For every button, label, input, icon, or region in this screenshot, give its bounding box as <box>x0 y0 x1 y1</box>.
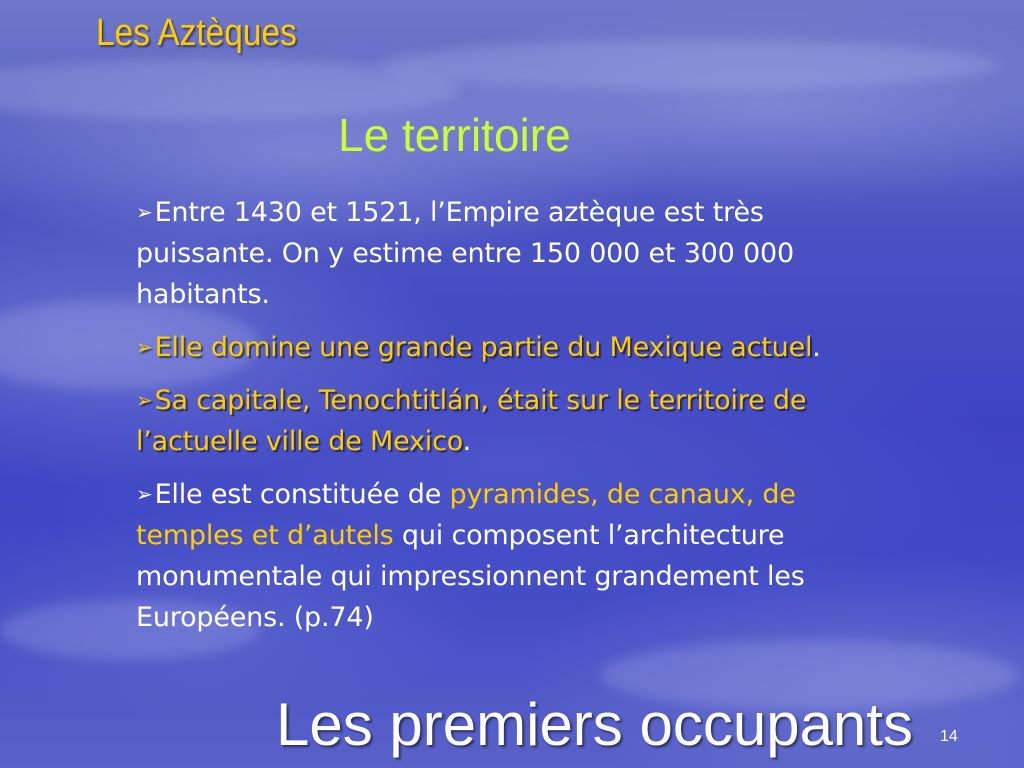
bullet-item <box>136 380 896 462</box>
arrow-bullet-icon: ➢ <box>136 388 153 412</box>
slide-footer-title: Les premiers occupants <box>276 691 913 758</box>
bullet-item <box>136 327 896 368</box>
bullet-trailing-punctuation: . <box>462 426 471 457</box>
bullet-text: Entre 1430 et 1521, l’Empire aztèque est très puissante. On y estime entre 150 000 et 300 000 habitants. <box>136 197 794 310</box>
slide-section-title: Les Aztèques <box>96 12 297 54</box>
arrow-bullet-icon: ➢ <box>136 482 153 506</box>
arrow-bullet-icon: ➢ <box>136 200 153 224</box>
page-number: 14 <box>940 728 958 745</box>
bullet-trailing-punctuation: . <box>812 332 821 363</box>
arrow-bullet-icon: ➢ <box>136 335 153 359</box>
bullet-text: qui composent l’architecture monumentale qui impressionnent grandement les Européens. (p.74) <box>136 520 805 633</box>
bullet-text-highlight: Elle domine une grande partie du Mexique actuel <box>154 332 813 363</box>
bullet-list <box>136 192 896 650</box>
bullet-item <box>136 474 896 638</box>
cloud-streak <box>380 40 1000 90</box>
bullet-text-highlight: pyramides, de canaux, de temples et d’autels <box>136 479 796 551</box>
slide-subtitle: Le territoire <box>338 109 571 161</box>
bullet-text: Elle est constituée de <box>154 479 450 510</box>
bullet-text-highlight: Sa capitale, Tenochtitlán, était sur le territoire de l’actuelle ville de Mexico <box>136 385 807 457</box>
bullet-item <box>136 192 896 315</box>
